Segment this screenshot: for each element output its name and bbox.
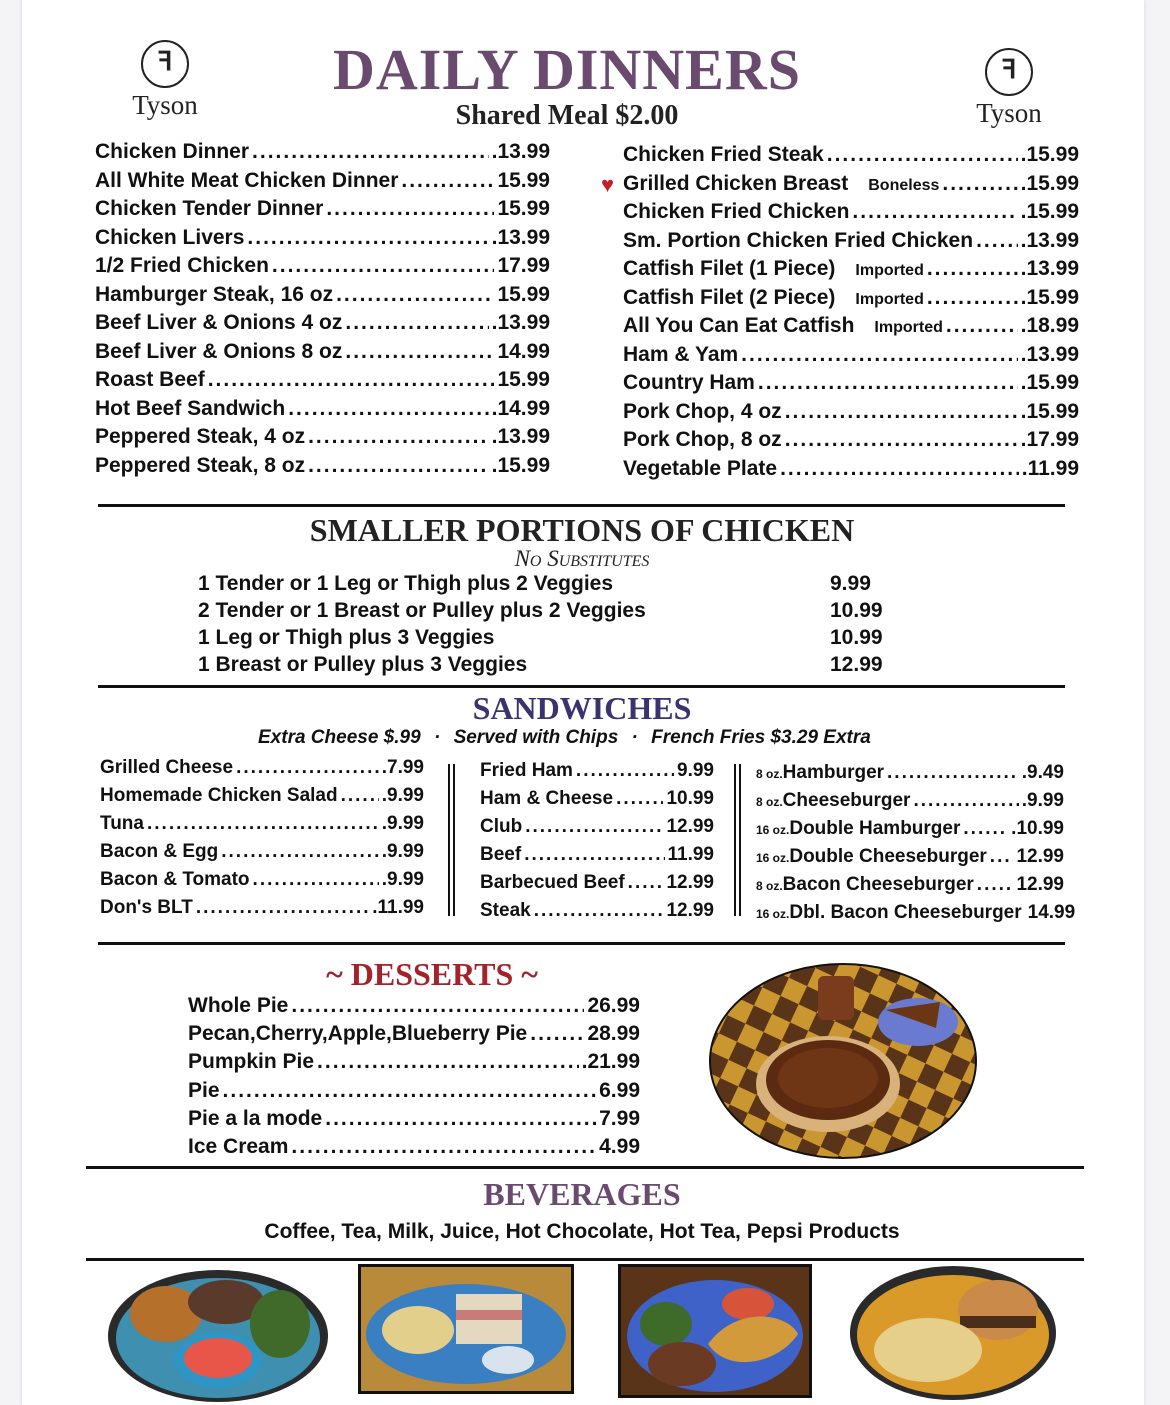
leader-dots bbox=[221, 841, 379, 863]
leader-dots bbox=[616, 788, 663, 810]
item-name: 2 Tender or 1 Breast or Pulley plus 2 Veggies bbox=[198, 599, 646, 622]
item-name: Pecan,Cherry,Apple,Blueberry Pie bbox=[188, 1022, 528, 1046]
leader-dots bbox=[913, 790, 1018, 812]
item-price: 9.99 bbox=[830, 572, 871, 595]
menu-item bbox=[623, 143, 1079, 167]
burger-item bbox=[756, 762, 1064, 784]
leader-dots bbox=[741, 343, 1017, 367]
item-price: 28.99 bbox=[587, 1022, 640, 1046]
item-name: Cheeseburger bbox=[782, 790, 911, 811]
leader-dots bbox=[253, 869, 379, 891]
item-name: Peppered Steak, 4 oz bbox=[95, 425, 306, 448]
item-name: Don's BLT bbox=[100, 897, 193, 918]
sandwich-item bbox=[480, 900, 714, 922]
item-price: 10.99 bbox=[830, 599, 883, 622]
leader-dots bbox=[977, 874, 1014, 896]
leader-dots bbox=[785, 400, 1018, 424]
menu-item bbox=[623, 343, 1079, 367]
leader-dots bbox=[291, 994, 584, 1018]
sandwich-item bbox=[100, 869, 424, 891]
item-price: 4.99 bbox=[599, 1135, 640, 1158]
leader-dots bbox=[524, 844, 664, 866]
item-name: Club bbox=[480, 816, 523, 837]
item-name: Hot Beef Sandwich bbox=[95, 396, 286, 420]
item-name: Grilled Chicken Breast bbox=[623, 171, 849, 195]
sandwich-item bbox=[480, 816, 714, 838]
tyson-logo-right: ꟻ Tyson bbox=[954, 48, 1064, 129]
menu-item bbox=[623, 428, 1079, 452]
sandwich-item bbox=[100, 757, 424, 779]
column-separator bbox=[453, 764, 455, 916]
item-name: Sm. Portion Chicken Fried Chicken bbox=[623, 228, 974, 252]
shared-meal-note: Shared Meal $2.00 bbox=[455, 100, 679, 131]
leader-dots bbox=[247, 226, 488, 250]
item-note: Imported bbox=[874, 319, 943, 336]
burger-item bbox=[756, 874, 1064, 896]
leader-dots bbox=[525, 816, 663, 838]
item-name: 1/2 Fried Chicken bbox=[95, 254, 269, 277]
item-price: 9.99 bbox=[677, 760, 714, 781]
leader-dots bbox=[534, 900, 664, 922]
item-price: 6.99 bbox=[599, 1078, 640, 1102]
leader-dots bbox=[345, 311, 488, 335]
item-name: Peppered Steak, 8 oz bbox=[95, 453, 306, 477]
item-price: .13.99 bbox=[491, 140, 550, 163]
sandwich-item bbox=[480, 844, 714, 866]
leader-dots bbox=[326, 197, 494, 221]
portion-item bbox=[198, 599, 888, 623]
leader-dots bbox=[942, 172, 1017, 196]
item-price: .15.99 bbox=[1020, 399, 1079, 423]
item-price: .18.99 bbox=[1020, 314, 1079, 337]
leader-dots bbox=[291, 1135, 596, 1159]
dessert-item bbox=[188, 1079, 640, 1103]
beverages-list: Coffee, Tea, Milk, Juice, Hot Chocolate, Hot Tea, Pepsi Products bbox=[264, 1220, 900, 1243]
leader-dots bbox=[272, 254, 495, 278]
page-title: DAILY DINNERS bbox=[333, 37, 801, 102]
burger-item bbox=[756, 846, 1064, 868]
item-price: .9.99 bbox=[381, 813, 424, 834]
leader-dots bbox=[946, 314, 1018, 338]
item-name: Ice Cream bbox=[188, 1135, 289, 1158]
leader-dots bbox=[927, 286, 1018, 310]
item-name: 1 Tender or 1 Leg or Thigh plus 2 Veggies bbox=[198, 572, 614, 595]
item-price: 12.99 bbox=[666, 816, 714, 837]
item-price: .9.49 bbox=[1021, 762, 1064, 783]
sandwich-item bbox=[100, 897, 424, 919]
menu-page bbox=[22, 0, 1144, 1405]
item-name: Catfish Filet (2 Piece) bbox=[623, 285, 836, 309]
bullet-separator: · bbox=[433, 727, 441, 748]
leader-dots bbox=[827, 143, 1018, 167]
item-price: .11.99 bbox=[372, 897, 424, 918]
column-separator bbox=[734, 764, 736, 916]
menu-item bbox=[623, 257, 1079, 281]
leader-dots bbox=[196, 897, 369, 919]
item-name: All You Can Eat Catfish bbox=[623, 314, 855, 337]
column-separator bbox=[739, 764, 741, 916]
sandwich-item bbox=[100, 813, 424, 835]
chicken-dinner-photo bbox=[106, 1264, 330, 1404]
tyson-logo-left: ꟻ Tyson bbox=[110, 40, 220, 121]
item-price: .14.99 bbox=[491, 396, 550, 420]
leader-dots bbox=[963, 818, 1008, 840]
portion-item bbox=[198, 572, 888, 596]
item-name: Chicken Tender Dinner bbox=[95, 197, 324, 220]
dessert-item bbox=[188, 1135, 640, 1159]
menu-item bbox=[95, 311, 550, 335]
item-price: 14.99 bbox=[1027, 902, 1076, 923]
divider bbox=[86, 1166, 1084, 1169]
item-name: Pie a la mode bbox=[188, 1106, 323, 1130]
item-price: .15.99 bbox=[1020, 171, 1079, 195]
pecan-pie-photo bbox=[708, 962, 978, 1160]
item-price: .13.99 bbox=[1020, 228, 1079, 252]
menu-item bbox=[623, 314, 1079, 338]
item-name: Steak bbox=[480, 900, 531, 921]
item-price: .10.99 bbox=[1011, 818, 1064, 839]
menu-item bbox=[623, 200, 1079, 224]
bullet-separator: · bbox=[631, 727, 638, 748]
item-price: .15.99 bbox=[1020, 200, 1079, 223]
item-price: .9.99 bbox=[381, 841, 424, 862]
item-price: .13.99 bbox=[491, 225, 550, 249]
catfish-plate-photo bbox=[618, 1264, 812, 1398]
item-price: 17.99 bbox=[497, 254, 550, 277]
portion-size: 8 oz. bbox=[756, 879, 783, 893]
item-price: .9.99 bbox=[1021, 790, 1064, 811]
item-name: Chicken Dinner bbox=[95, 140, 250, 163]
item-price: .15.99 bbox=[1020, 143, 1079, 166]
item-name: Whole Pie bbox=[188, 994, 289, 1017]
item-name: Hamburger Steak, 16 oz bbox=[95, 282, 334, 306]
item-name: Catfish Filet (1 Piece) bbox=[623, 257, 836, 280]
menu-item bbox=[95, 340, 550, 364]
smaller-portions-title: SMALLER PORTIONS OF CHICKEN bbox=[309, 512, 855, 548]
item-name: 1 Leg or Thigh plus 3 Veggies bbox=[198, 626, 495, 649]
item-name: Bacon & Egg bbox=[100, 841, 219, 862]
leader-dots bbox=[576, 760, 674, 782]
dessert-item bbox=[188, 1022, 640, 1046]
sandwich-item bbox=[480, 760, 714, 782]
item-name: Beef Liver & Onions 4 oz bbox=[95, 311, 343, 334]
menu-item bbox=[95, 169, 550, 193]
item-price: 10.99 bbox=[666, 788, 714, 809]
divider bbox=[98, 504, 1065, 507]
item-price: 14.99 bbox=[497, 339, 550, 363]
sandwich-item bbox=[100, 841, 424, 863]
desserts-title: ~ DESSERTS ~ bbox=[326, 956, 538, 992]
item-price: .7.99 bbox=[381, 757, 424, 778]
portion-size: 8 oz. bbox=[756, 767, 783, 781]
item-price: .13.99 bbox=[1020, 257, 1079, 280]
menu-item bbox=[95, 368, 550, 392]
item-name: Tuna bbox=[100, 813, 144, 834]
leader-dots bbox=[927, 257, 1018, 281]
sandwich-item bbox=[480, 872, 714, 894]
item-name: Chicken Livers bbox=[95, 225, 245, 249]
item-price: .13.99 bbox=[491, 311, 550, 334]
club-sandwich-photo bbox=[358, 1264, 574, 1394]
item-name: Country Ham bbox=[623, 371, 755, 394]
item-name: Beef bbox=[480, 844, 522, 865]
menu-item bbox=[95, 197, 550, 221]
extra-cheese-note: Extra Cheese $.99 bbox=[258, 727, 421, 748]
heart-icon: ♥ bbox=[601, 171, 615, 197]
item-name: Chicken Fried Steak bbox=[623, 143, 824, 166]
item-name: Chicken Fried Chicken bbox=[623, 200, 850, 223]
item-price: 15.99 bbox=[497, 282, 550, 306]
item-note: Boneless bbox=[868, 176, 940, 194]
leader-dots bbox=[758, 371, 1018, 395]
leader-dots bbox=[341, 785, 379, 807]
item-price: 15.99 bbox=[497, 197, 550, 220]
menu-item bbox=[623, 286, 1079, 310]
beverages-title: BEVERAGES bbox=[483, 1176, 681, 1212]
item-price: .17.99 bbox=[1020, 428, 1079, 451]
menu-item bbox=[601, 171, 1079, 197]
item-price: 12.99 bbox=[1016, 846, 1064, 867]
no-substitutes-note: No Substitutes bbox=[514, 546, 650, 571]
leader-dots bbox=[288, 397, 488, 421]
sandwich-item bbox=[480, 788, 714, 810]
leader-dots bbox=[325, 1107, 596, 1131]
leader-dots bbox=[223, 1079, 597, 1103]
menu-item bbox=[95, 397, 550, 421]
item-name: Bacon Cheeseburger bbox=[782, 874, 974, 895]
leader-dots bbox=[317, 1050, 579, 1074]
leader-dots bbox=[252, 140, 489, 164]
item-name: Double Cheeseburger bbox=[789, 846, 987, 867]
item-name: Pork Chop, 8 oz bbox=[623, 428, 782, 451]
item-price: .15.99 bbox=[1020, 371, 1079, 394]
leader-dots bbox=[345, 340, 494, 364]
portion-size: 8 oz. bbox=[756, 795, 783, 809]
item-price: .21.99 bbox=[581, 1050, 640, 1074]
leader-dots bbox=[236, 757, 379, 779]
item-price: .9.99 bbox=[381, 869, 424, 890]
column-separator bbox=[448, 764, 450, 916]
leader-dots bbox=[976, 229, 1018, 253]
item-name: Barbecued Beef bbox=[480, 872, 625, 893]
item-price: .13.99 bbox=[1020, 342, 1079, 366]
portion-size: 16 oz. bbox=[756, 907, 790, 921]
hamburger-fries-photo bbox=[848, 1264, 1058, 1402]
item-name: Double Hamburger bbox=[789, 818, 961, 839]
menu-item bbox=[95, 140, 550, 164]
leader-dots bbox=[530, 1022, 584, 1046]
portion-size: 16 oz. bbox=[756, 851, 790, 865]
menu-item bbox=[623, 371, 1079, 395]
sandwich-item bbox=[100, 785, 424, 807]
item-name: Homemade Chicken Salad bbox=[100, 785, 338, 806]
item-name: Pork Chop, 4 oz bbox=[623, 399, 782, 423]
portion-size: 16 oz. bbox=[756, 823, 790, 837]
item-price: 15.99 bbox=[497, 368, 550, 391]
item-price: 12.99 bbox=[666, 900, 714, 921]
tyson-logo-icon: ꟻ bbox=[985, 48, 1033, 96]
leader-dots bbox=[887, 762, 1019, 784]
dessert-item bbox=[188, 1107, 640, 1131]
dessert-item bbox=[188, 1050, 640, 1074]
item-name: Fried Ham bbox=[480, 760, 573, 781]
item-name: 1 Breast or Pulley plus 3 Veggies bbox=[198, 653, 528, 676]
item-name: Beef Liver & Onions 8 oz bbox=[95, 339, 343, 363]
item-price: 12.99 bbox=[666, 872, 714, 893]
divider bbox=[86, 1258, 1084, 1261]
leader-dots bbox=[336, 283, 494, 307]
menu-item bbox=[623, 229, 1079, 253]
sandwiches-notes bbox=[258, 727, 871, 749]
item-price: 10.99 bbox=[830, 626, 883, 649]
item-price: .15.99 bbox=[491, 453, 550, 477]
french-fries-note: French Fries $3.29 Extra bbox=[651, 727, 871, 748]
item-price: 7.99 bbox=[599, 1106, 640, 1130]
item-price: 15.99 bbox=[497, 168, 550, 192]
menu-item bbox=[623, 457, 1079, 481]
item-name: Dbl. Bacon Cheeseburger bbox=[789, 902, 1022, 923]
divider bbox=[98, 685, 1065, 688]
item-name: Pumpkin Pie bbox=[188, 1050, 315, 1074]
item-note: Imported bbox=[855, 262, 924, 279]
leader-dots bbox=[147, 813, 379, 835]
item-name: Ham & Yam bbox=[623, 342, 739, 366]
leader-dots bbox=[780, 457, 1019, 481]
item-price: 12.99 bbox=[830, 653, 883, 676]
served-with-chips-note: Served with Chips bbox=[453, 727, 619, 748]
leader-dots bbox=[401, 169, 494, 193]
tyson-logo-icon: ꟻ bbox=[141, 40, 189, 88]
item-name: Roast Beef bbox=[95, 368, 205, 391]
burger-item bbox=[756, 902, 1076, 924]
item-price: .9.99 bbox=[381, 785, 424, 806]
leader-dots bbox=[308, 454, 489, 478]
item-name: Bacon & Tomato bbox=[100, 869, 250, 890]
item-price: 26.99 bbox=[587, 994, 640, 1017]
menu-item bbox=[95, 454, 550, 478]
leader-dots bbox=[628, 872, 664, 894]
item-price: 12.99 bbox=[1016, 874, 1064, 895]
menu-item bbox=[95, 254, 550, 278]
item-name: All White Meat Chicken Dinner bbox=[95, 168, 399, 192]
leader-dots bbox=[852, 200, 1017, 224]
item-name: Hamburger bbox=[782, 762, 885, 783]
sandwiches-title: SANDWICHES bbox=[472, 690, 692, 726]
leader-dots bbox=[990, 846, 1014, 868]
item-name: Pie bbox=[188, 1078, 220, 1102]
leader-dots bbox=[785, 428, 1018, 452]
dessert-item bbox=[188, 994, 640, 1018]
item-price: .11.99 bbox=[1021, 456, 1079, 480]
leader-dots bbox=[208, 368, 495, 392]
leader-dots bbox=[308, 425, 489, 449]
menu-item bbox=[95, 226, 550, 250]
item-note: Imported bbox=[855, 290, 924, 308]
divider bbox=[98, 942, 1065, 945]
item-price: .15.99 bbox=[1020, 285, 1079, 309]
item-name: Grilled Cheese bbox=[100, 757, 234, 778]
item-price: 11.99 bbox=[667, 844, 714, 865]
menu-item bbox=[623, 400, 1079, 424]
burger-item bbox=[756, 790, 1064, 812]
menu-item bbox=[95, 425, 550, 449]
menu-item bbox=[95, 283, 550, 307]
portion-item bbox=[198, 626, 888, 650]
portion-item bbox=[198, 653, 888, 677]
item-name: Vegetable Plate bbox=[623, 456, 778, 480]
item-price: .13.99 bbox=[491, 425, 550, 448]
item-name: Ham & Cheese bbox=[480, 788, 614, 809]
burger-item bbox=[756, 818, 1064, 840]
